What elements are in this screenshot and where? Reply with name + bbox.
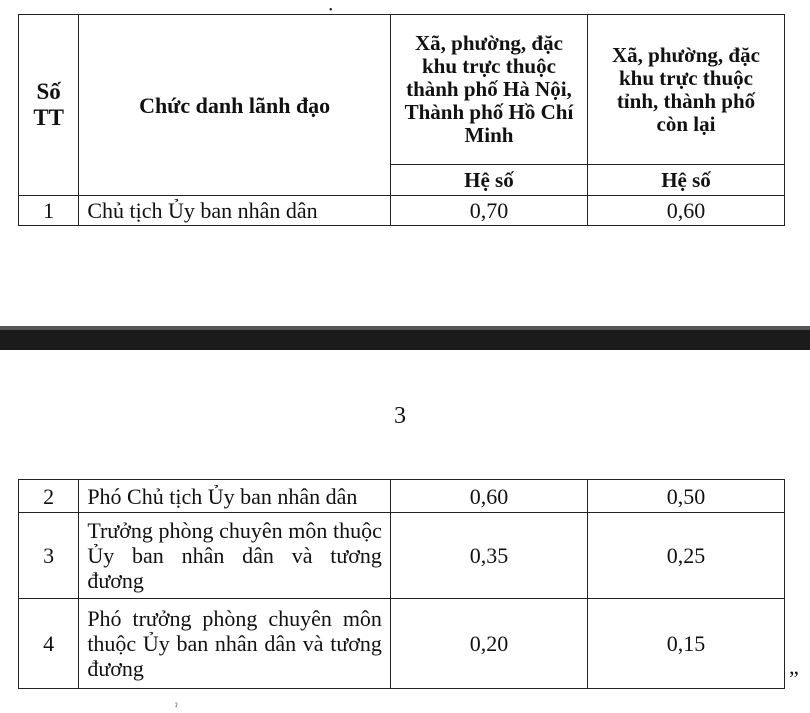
row-other-value: 0,50 <box>587 480 784 513</box>
row-position: Phó trưởng phòng chuyên môn thuộc Ủy ban nhân dân và tương đương <box>79 599 391 689</box>
page-number: 3 <box>394 403 406 429</box>
closing-quote: ” <box>789 666 799 691</box>
allowance-table-part-2 <box>18 479 785 689</box>
header-coefficient-2: Hệ số <box>587 165 784 196</box>
row-position: Phó Chủ tịch Ủy ban nhân dân <box>79 480 391 513</box>
stray-dot-mark: • <box>329 5 333 16</box>
row-stt: 2 <box>19 480 79 513</box>
header-stt: Số TT <box>19 15 79 196</box>
row-stt: 4 <box>19 599 79 689</box>
row-hanoi-hcmc-value: 0,20 <box>390 599 587 689</box>
row-hanoi-hcmc-value: 0,60 <box>390 480 587 513</box>
row-stt: 1 <box>19 196 79 226</box>
header-hanoi-hcmc: Xã, phường, đặc khu trực thuộc thành phố Hà Nội, Thành phố Hồ Chí Minh <box>390 15 587 165</box>
row-position: Chủ tịch Ủy ban nhân dân <box>79 196 391 226</box>
page-break-band <box>0 330 810 350</box>
row-stt: 3 <box>19 513 79 599</box>
table-row <box>19 599 785 689</box>
header-position: Chức danh lãnh đạo <box>79 15 391 196</box>
table-row <box>19 480 785 513</box>
row-other-value: 0,15 <box>587 599 784 689</box>
row-other-value: 0,25 <box>587 513 784 599</box>
table-row <box>19 513 785 599</box>
row-other-value: 0,60 <box>587 196 784 226</box>
header-coefficient-1: Hệ số <box>390 165 587 196</box>
row-hanoi-hcmc-value: 0,70 <box>390 196 587 226</box>
cut-off-text-mark: ˀ <box>175 702 178 713</box>
table-row <box>19 196 785 226</box>
header-other-provinces: Xã, phường, đặc khu trực thuộc tỉnh, thành phố còn lại <box>587 15 784 165</box>
allowance-table-part-1 <box>18 14 785 226</box>
row-position: Trưởng phòng chuyên môn thuộc Ủy ban nhân dân và tương đương <box>79 513 391 599</box>
row-hanoi-hcmc-value: 0,35 <box>390 513 587 599</box>
